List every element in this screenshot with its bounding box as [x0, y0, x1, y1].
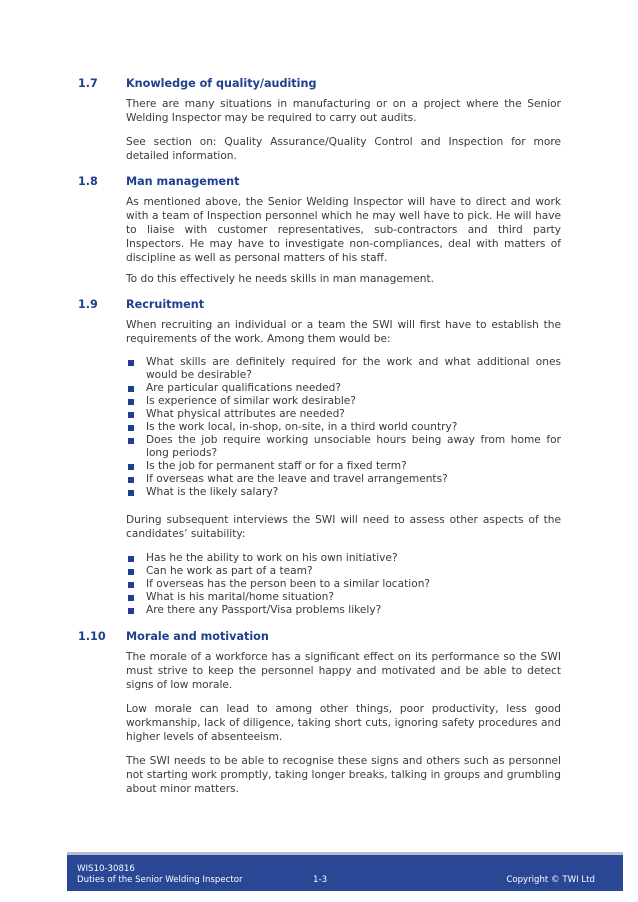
paragraph: There are many situations in manufacturing or on a project where the Senior Welding Inspector may be required to carry out audits.	[126, 98, 561, 124]
footer-page-number: 1-3	[313, 875, 328, 885]
list-item: What physical attributes are needed?	[126, 408, 561, 421]
square-bullet-icon	[128, 556, 134, 562]
bullet-list-interview	[126, 552, 561, 617]
list-item: What is his marital/home situation?	[126, 591, 561, 604]
footer-doc-title: Duties of the Senior Welding Inspector	[77, 875, 243, 885]
list-item: Are there any Passport/Visa problems likely?	[126, 604, 561, 617]
list-item: If overseas what are the leave and travel arrangements?	[126, 473, 561, 486]
paragraph: During subsequent interviews the SWI will need to assess other aspects of the candidates’ suitability:	[126, 514, 561, 540]
list-item: Is the work local, in-shop, on-site, in a third world country?	[126, 421, 561, 434]
section-number: 1.9	[78, 298, 98, 311]
bullet-list-requirements	[126, 356, 561, 499]
square-bullet-icon	[128, 438, 134, 444]
list-item: What skills are definitely required for the work and what additional ones would be desirable?	[126, 356, 561, 382]
square-bullet-icon	[128, 386, 134, 392]
square-bullet-icon	[128, 412, 134, 418]
square-bullet-icon	[128, 595, 134, 601]
section-title: Man management	[126, 175, 240, 188]
square-bullet-icon	[128, 569, 134, 575]
section-heading	[0, 77, 638, 93]
paragraph: See section on: Quality Assurance/Quality Control and Inspection for more detailed information.	[126, 136, 561, 162]
page-footer	[67, 852, 623, 891]
square-bullet-icon	[128, 360, 134, 366]
square-bullet-icon	[128, 399, 134, 405]
section-heading	[0, 175, 638, 191]
paragraph: The SWI needs to be able to recognise these signs and others such as personnel not starting work promptly, taking longer breaks, talking in groups and grumbling about minor matters.	[126, 755, 561, 795]
square-bullet-icon	[128, 490, 134, 496]
section-number: 1.7	[78, 77, 98, 90]
section-title: Recruitment	[126, 298, 205, 311]
section-number: 1.8	[78, 175, 98, 188]
list-item: Does the job require working unsociable hours being away from home for long periods?	[126, 434, 561, 460]
section-heading	[0, 630, 638, 646]
square-bullet-icon	[128, 608, 134, 614]
section-title: Knowledge of quality/auditing	[126, 77, 317, 90]
section-number: 1.10	[78, 630, 106, 643]
list-item: Can he work as part of a team?	[126, 565, 561, 578]
list-item: Is the job for permanent staff or for a fixed term?	[126, 460, 561, 473]
footer-doc-code: WIS10-30816	[77, 864, 135, 874]
paragraph: When recruiting an individual or a team the SWI will first have to establish the requirements of the work. Among them would be:	[126, 319, 561, 345]
section-heading	[0, 298, 638, 314]
list-item: Are particular qualifications needed?	[126, 382, 561, 395]
square-bullet-icon	[128, 464, 134, 470]
paragraph: As mentioned above, the Senior Welding Inspector will have to direct and work with a team of Inspection personnel which he may well have to pick. He will have to liaise with customer representatives, sub-contractors and third party Inspectors. He may have to investigate non-compliances, deal with matters of discipline as well as personal matters of his staff.	[126, 196, 561, 264]
square-bullet-icon	[128, 425, 134, 431]
list-item: If overseas has the person been to a similar location?	[126, 578, 561, 591]
paragraph: Low morale can lead to among other things, poor productivity, less good workmanship, lack of diligence, taking short cuts, ignoring safety procedures and higher levels of absenteeism.	[126, 703, 561, 743]
square-bullet-icon	[128, 582, 134, 588]
list-item: Is experience of similar work desirable?	[126, 395, 561, 408]
paragraph: To do this effectively he needs skills in man management.	[126, 273, 434, 285]
section-title: Morale and motivation	[126, 630, 269, 643]
footer-copyright: Copyright © TWI Ltd	[506, 875, 595, 885]
square-bullet-icon	[128, 477, 134, 483]
list-item: What is the likely salary?	[126, 486, 561, 499]
paragraph: The morale of a workforce has a significant effect on its performance so the SWI must strive to keep the personnel happy and motivated and be able to detect signs of low morale.	[126, 651, 561, 691]
list-item: Has he the ability to work on his own initiative?	[126, 552, 561, 565]
